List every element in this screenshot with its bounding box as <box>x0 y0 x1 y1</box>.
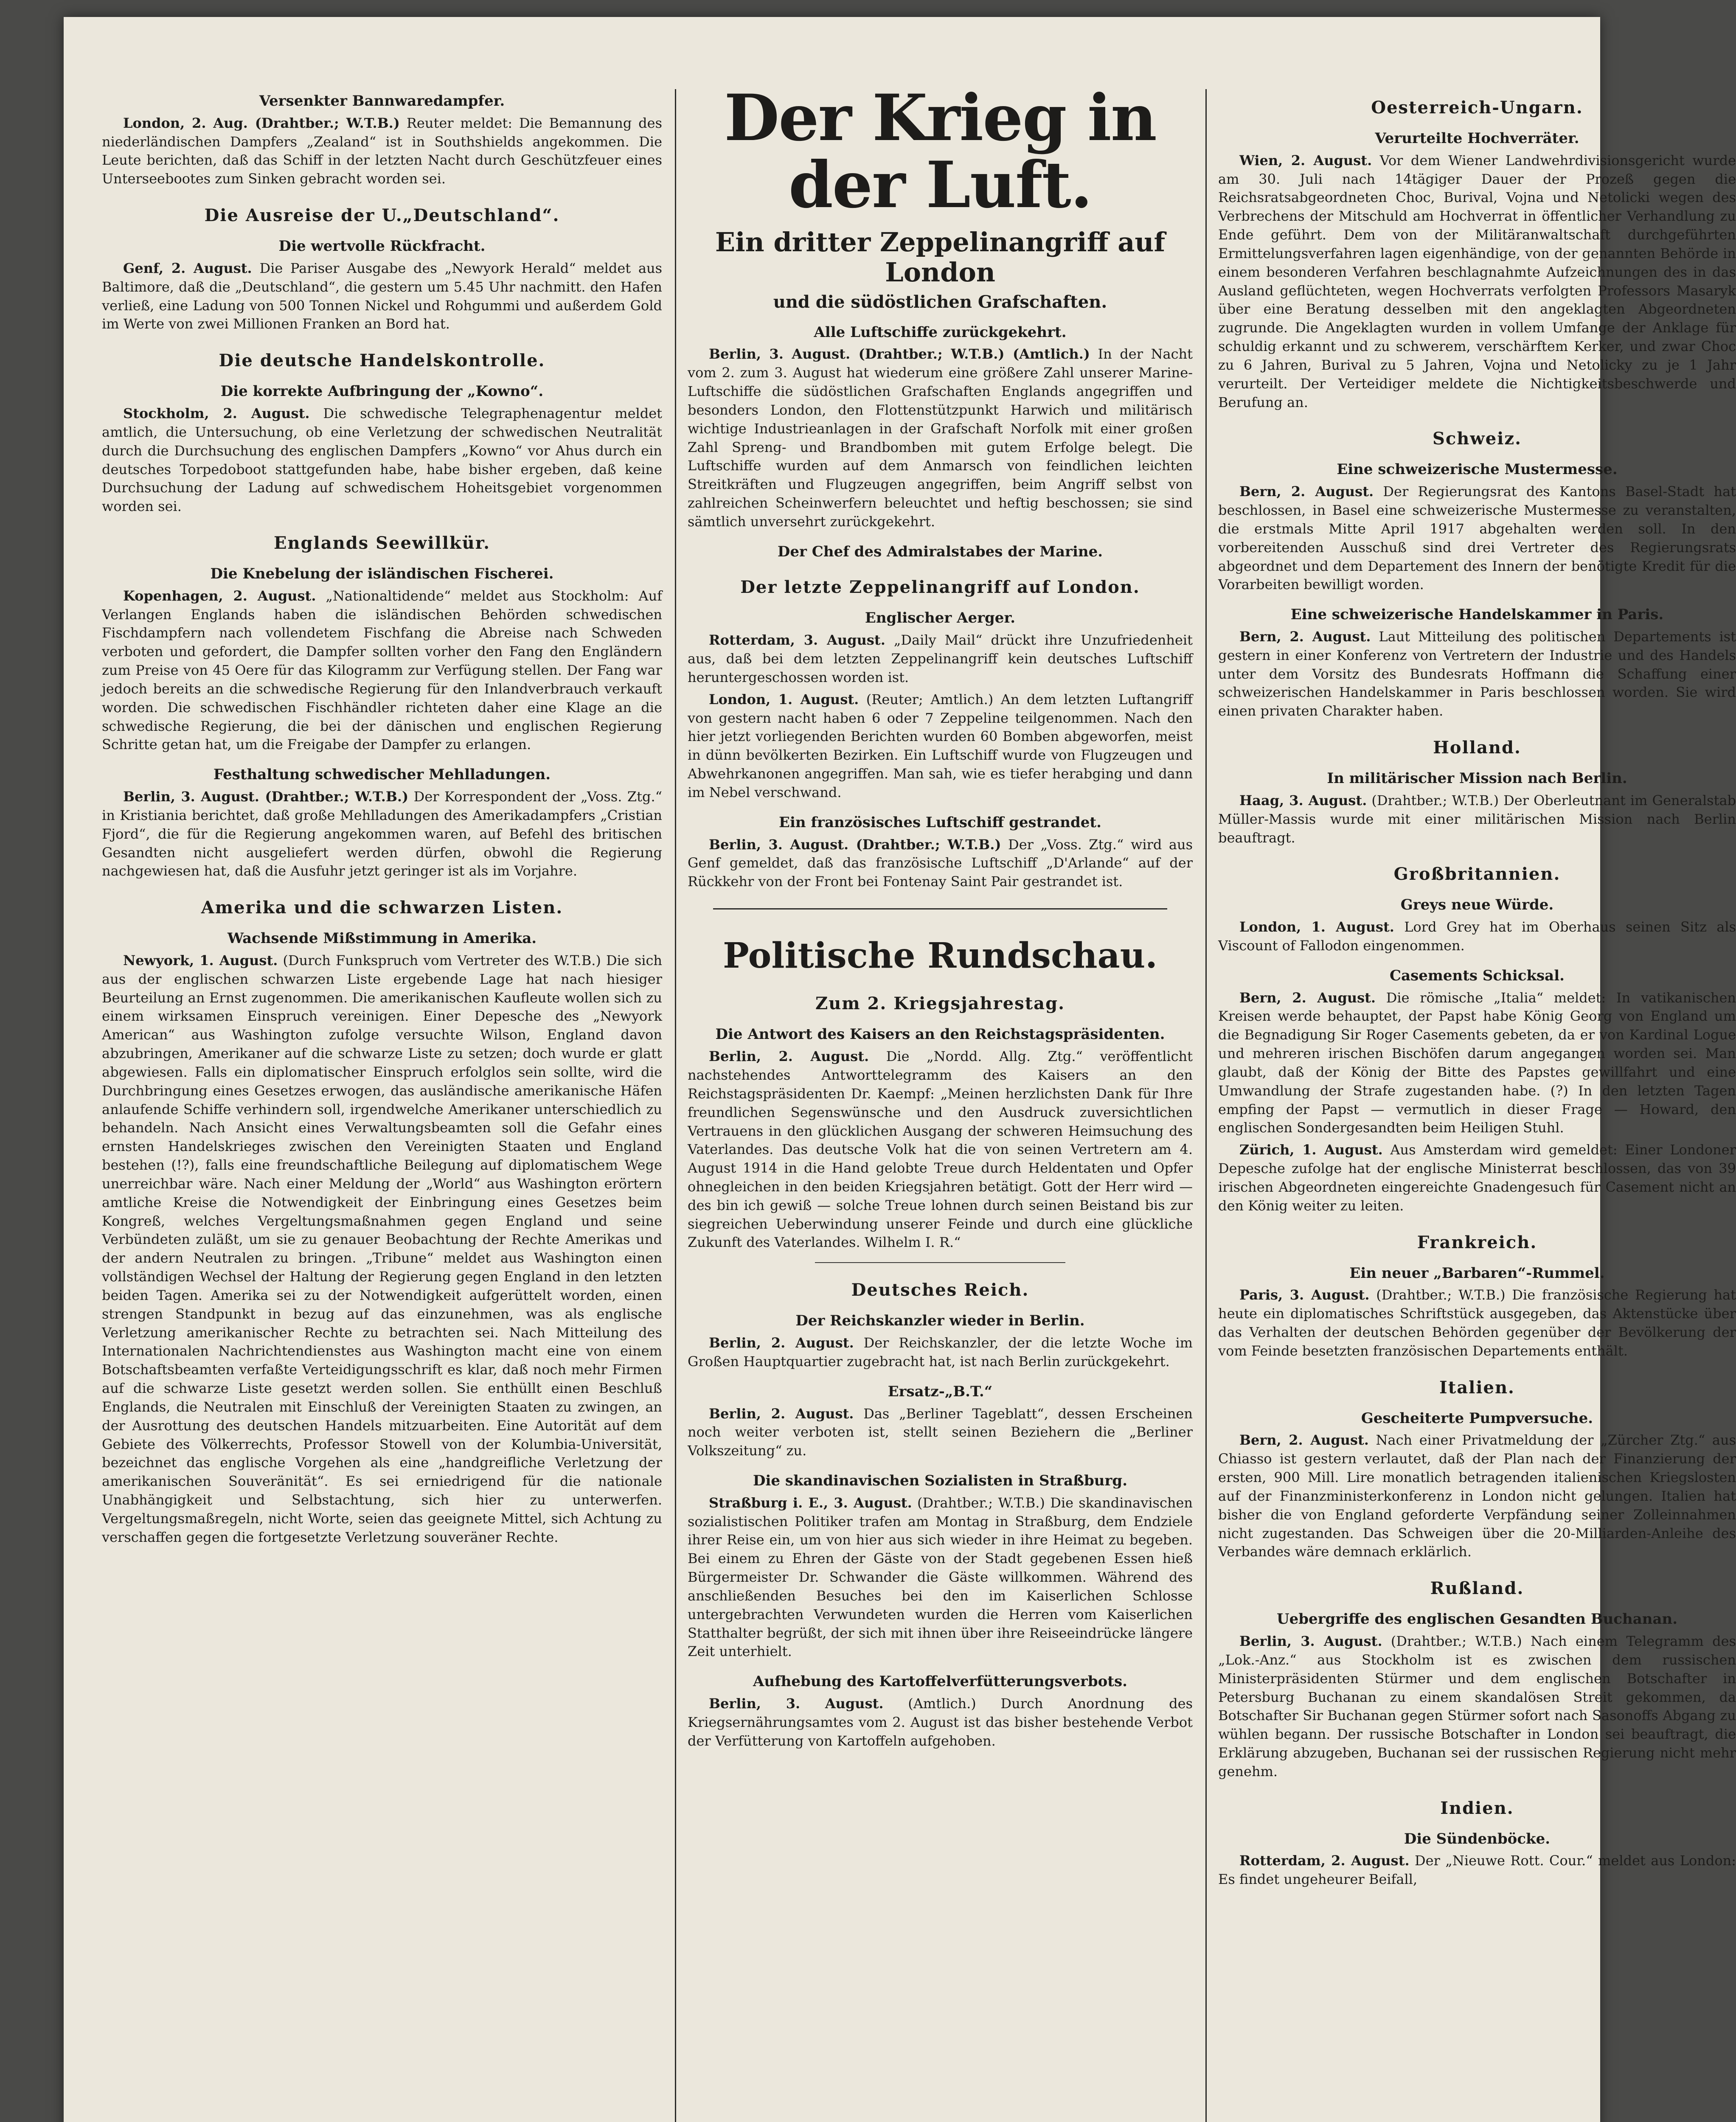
dateline: Straßburg i. E., 3. August. <box>709 1494 912 1511</box>
article-headline: Versenkter Bannwaredampfer. <box>259 93 505 109</box>
article-paragraph <box>688 1334 1193 1371</box>
article-headline: Der Chef des Admiralstabes der Marine. <box>777 543 1103 560</box>
article-text: Der „Nieuwe Rott. Cour.“ meldet aus London: Es findet ungeheurer Beifall, <box>1218 1853 1736 1888</box>
section-heading: Die Ausreise der U.„Deutschland“. <box>204 205 560 226</box>
dateline: Bern, 2. August. <box>1239 483 1374 500</box>
article-text: In der Nacht vom 2. zum 3. August hat wiederum eine größere Zahl unserer Marine-Luftschiffe die südöstlichen Grafschaften Englands angegriffen und besonders London, den Flottenstützpunkt Harwich und militärisch wichtige Industrieanlagen in der Grafschaft Norfolk mit einer großen Zahl Spreng- und Brandbomben mit gutem Erfolge belegt. Die Luftschiffe wurden auf dem Anmarsch von feindlichen leichten Streitkräften und Flugzeugen angegriffen, beim Angriff selbst von zahlreichen Scheinwerfern beleuchtet und heftig beschossen; sie sind sämtlich unversehrt zurückgekehrt. <box>688 346 1193 530</box>
article-headline: Die Sündenböcke. <box>1404 1830 1551 1847</box>
dateline: Zürich, 1. August. <box>1239 1142 1383 1158</box>
article-text: Der Korrespondent der „Voss. Ztg.“ in Kristiania berichtet, daß große Mehlladungen des Amerikadampfers „Cristian Fjord“, die für die Regierung angekommen waren, auf Befehl des britischen Gesandten nicht ausgeliefert werden dürfen, obwohl die Regierung nachgewiesen hat, daß die Ausfuhr jetzt geringer ist als im Vorjahre. <box>102 789 663 879</box>
dateline: Berlin, 2. August. <box>709 1405 854 1422</box>
article-headline: Greys neue Würde. <box>1400 896 1554 914</box>
article-text: Die schwedische Telegraphenagentur meldet amtlich, die Untersuchung, ob eine Verletzung der schwedischen Neutralität durch die Durchsuchung des englischen Dampfers „Kowno“ vor Ahus durch ein deutsches Torpedoboot stattgefunden habe, habe bisher ergeben, daß keine Durchsuchung der Ladung auf schwedischem Hoheitsgebiet vorgenommen worden sei. <box>102 405 663 515</box>
article-headline: Verurteilte Hochverräter. <box>1375 130 1579 147</box>
article-paragraph <box>1218 1431 1736 1561</box>
article-headline: Uebergriffe des englischen Gesandten Buchanan. <box>1276 1611 1678 1628</box>
column-middle <box>688 81 1193 2122</box>
article-text: (Reuter; Amtlich.) An dem letzten Luftangriff von gestern nacht haben 6 oder 7 Zeppeline teilgenommen. Nach den hier jetzt vorliegenden Berichten wurden 60 Bomben abgeworfen, meist in dünn bevölkerten Bezirken. Ein Luftschiff wurde von Flugzeugen und Abwehrkanonen angegriffen. Man sah, wie es tiefer herabging und dann im Nebel verschwand. <box>688 691 1193 800</box>
dateline: London, 1. August. <box>709 691 859 707</box>
article-paragraph <box>1218 792 1736 847</box>
article-text: (Drahtber.; W.T.B.) Die französische Regierung hat heute ein diplomatisches Schriftstück ausgegeben, das Aktenstücke über das Verhalten der deutschen Behörden gegenüber der Bevölkerung der vom Feinde besetzten französischen Departements enthält. <box>1218 1287 1736 1359</box>
lead-headline: Ein dritter Zeppelinangriff auf London <box>715 227 1166 288</box>
dateline: Newyork, 1. August. <box>123 952 278 968</box>
column-rule <box>1205 89 1207 2122</box>
section-heading: Der letzte Zeppelinangriff auf London. <box>740 577 1140 598</box>
lead-subheadline: und die südöstlichen Grafschaften. <box>773 292 1107 312</box>
article-text: Der „Voss. Ztg.“ wird aus Genf gemeldet, daß das französische Luftschiff „D'Arlande“ auf der Rückkehr von der Front bei Fontenay Saint Pair gestrandet ist. <box>688 836 1193 890</box>
article-paragraph <box>688 631 1193 687</box>
dateline: Berlin, 3. August. (Drahtber.; W.T.B.) <box>123 789 409 805</box>
article-paragraph <box>1218 1632 1736 1781</box>
column-right <box>1218 81 1736 2122</box>
dateline: Haag, 3. August. <box>1239 792 1367 808</box>
section-heading: Indien. <box>1440 1798 1514 1818</box>
article-text: „Nationaltidende“ meldet aus Stockholm: Auf Verlangen Englands haben die isländischen Behörden schwedischen Fischdampfern nach vollendetem Fischfang die Abreise nach Schweden verboten und gefordert, die Dampfer sollten vorher den Fang den Engländern zum Preise von 45 Oere für das Kilogramm zur Verfügung stellen. Der Fang war jedoch bereits an die schwedische Regierung für den Inlandverbrauch verkauft worden. Die schwedischen Fischhändler richteten daher eine Klage an die schwedische Regierung, die bei der dänischen und englischen Regierung Schritte getan hat, um die Freigabe der Dampfer zu erlangen. <box>102 587 663 753</box>
article-text: (Drahtber.; W.T.B.) Der Oberleutnant im Generalstab Müller-Massis wurde mit einer militärischen Mission nach Berlin beauftragt. <box>1218 792 1736 846</box>
section-heading: Die deutsche Handelskontrolle. <box>219 351 545 371</box>
dateline: Berlin, 3. August. <box>1239 1633 1382 1650</box>
article-headline: Gescheiterte Pumpversuche. <box>1361 1409 1593 1427</box>
article-headline: Eine schweizerische Handelskammer in Paris. <box>1290 606 1664 623</box>
dateline: Wien, 2. August. <box>1239 152 1372 168</box>
article-paragraph <box>1218 152 1736 412</box>
section-heading: Italien. <box>1439 1377 1515 1398</box>
article-headline: Festhaltung schwedischer Mehlladungen. <box>213 766 551 783</box>
article-text: Der Reichskanzler, der die letzte Woche im Großen Hauptquartier zugebracht hat, ist nach Berlin zurückgekehrt. <box>688 1335 1193 1370</box>
article-text: (Drahtber.; W.T.B.) Nach einem Telegramm des „Lok.-Anz.“ aus Stockholm ist es zwischen dem russischen Ministerpräsidenten Stürmer und dem englischen Botschafter in Petersburg Buchanan zu einem skandalösen Streit gekommen, da Botschafter Sir Buchanan gegen Stürmer sofort nach Sasonoffs Abgang zu wühlen begann. Der russische Botschafter in London sei beauftragt, die Erklärung abzugeben, Buchanan sei der russischen Regierung nicht mehr genehm. <box>1218 1633 1736 1780</box>
article-paragraph <box>1218 483 1736 594</box>
article-paragraph <box>1218 1141 1736 1215</box>
column-left <box>102 81 662 2122</box>
article-headline: Alle Luftschiffe zurückgekehrt. <box>814 323 1067 341</box>
article-text: (Drahtber.; W.T.B.) Die skandinavischen sozialistischen Politiker trafen am Montag in Straßburg, dem Endziele ihrer Reise ein, um von hier aus sich wieder in ihre Heimat zu begeben. Bei einem zu Ehren der Gäste von der Stadt gegebenen Essen hieß Bürgermeister Dr. Schwander die Gäste willkommen. Während des anschließenden Besuches bei den im Kaiserlichen Schlosse untergebrachten Verwundeten wurden die Herren vom Kaiserlichen Statthalter begrüßt, der sich mit ihnen über ihre Reiseeindrücke längere Zeit unterhielt. <box>688 1494 1193 1660</box>
section-heading: Zum 2. Kriegsjahrestag. <box>815 994 1065 1014</box>
article-headline: Die wertvolle Rückfracht. <box>278 238 486 255</box>
article-paragraph <box>102 952 662 1547</box>
article-paragraph <box>102 259 662 334</box>
article-paragraph <box>688 1047 1193 1252</box>
dateline: Kopenhagen, 2. August. <box>123 587 316 604</box>
section-heading: Großbritannien. <box>1393 864 1561 884</box>
section-heading: Schweiz. <box>1432 429 1522 449</box>
section-heading: Rußland. <box>1430 1578 1524 1599</box>
article-headline: Casements Schicksal. <box>1390 967 1565 984</box>
article-paragraph <box>102 114 662 188</box>
dateline: Berlin, 2. August. <box>709 1048 869 1065</box>
article-paragraph <box>688 1695 1193 1750</box>
article-paragraph <box>102 788 662 881</box>
section-heading: Amerika und die schwarzen Listen. <box>201 898 563 918</box>
article-paragraph <box>688 1405 1193 1460</box>
article-headline: Wachsende Mißstimmung in Amerika. <box>227 930 537 947</box>
section-divider <box>815 1262 1065 1263</box>
article-text: Lord Grey hat im Oberhaus seinen Sitz als Viscount of Fallodon eingenommen. <box>1218 919 1736 954</box>
dateline: Berlin, 3. August. (Drahtber.; W.T.B.) <box>709 836 1001 853</box>
article-headline: Ein neuer „Barbaren“-Rummel. <box>1349 1264 1605 1282</box>
section-heading: Oesterreich-Ungarn. <box>1371 98 1583 118</box>
article-headline: Die skandinavischen Sozialisten in Straßburg. <box>753 1472 1128 1490</box>
article-text: Aus Amsterdam wird gemeldet: Einer Londoner Depesche zufolge hat der englische Ministerrat beschlossen, das von 39 irischen Abgeordneten eingereichte Gnadengesuch für Casement nicht an den König weiter zu leiten. <box>1218 1142 1736 1214</box>
article-paragraph <box>688 1494 1193 1661</box>
newspaper-page <box>64 17 1736 2122</box>
dateline: Paris, 3. August. <box>1239 1287 1370 1303</box>
dateline: Berlin, 2. August. <box>709 1335 854 1351</box>
dateline: Bern, 2. August. <box>1239 989 1376 1006</box>
article-paragraph <box>688 345 1193 531</box>
masthead-title: Der Krieg in der Luft. <box>724 81 1156 222</box>
section-title: Politische Rundschau. <box>723 935 1157 976</box>
article-text: Laut Mitteilung des politischen Departements ist gestern in einer Konferenz von Vertretern der Industrie und des Handels unter dem Vorsitz des Bundesrats Hoffmann die Schaffung einer schweizerischen Handelskammer in Paris beschlossen worden. Sie wird einen privaten Charakter haben. <box>1218 628 1736 719</box>
article-headline: Englischer Aerger. <box>865 609 1016 627</box>
article-paragraph <box>1218 918 1736 955</box>
article-headline: Der Reichskanzler wieder in Berlin. <box>795 1312 1085 1330</box>
article-paragraph <box>688 836 1193 891</box>
article-text: (Durch Funkspruch vom Vertreter des W.T.B.) Die sich aus der englischen schwarzen Liste ergebende Lage hat nach hiesiger Beurteilung an Ernst zugenommen. Die amerikanischen Kaufleute wollen sich zu einem wirksamen Einspruch vereinigen. Einer Depesche des „Newyork American“ aus Washington zufolge versuchte Wilson, England davon abzubringen, Amerikaner auf die schwarze Liste zu setzen; doch wurde er glatt abgewiesen. Falls ein diplomatischer Einspruch erfolglos sein sollte, wird die Durchbringung eines Gesetzes erwogen, das ausländische amerikanische Häfen anlaufende Schiffe verhindern soll, irgendwelche Amerikaner unterschiedlich zu behandeln. Nach Ansicht eines Verwaltungsbeamten soll die Gefahr eines ernsten Handelskrieges zwischen den Vereinigten Staaten und England bestehen (!?), falls eine freundschaftliche Beilegung auf diplomatischem Wege unerreichbar wäre. Nach einer Meldung der „World“ aus Washington erörtern amtliche Kreise die Notwendigkeit der Einbringung eines Gesetzes beim Kongreß, welches Vergeltungsmaßnahmen gegen England und seine Verbündeten zuläßt, um sie zu genauer Beobachtung der Rechte Amerikas und der andern Neutralen zu bringen. „Tribune“ meldet aus Washington einen vollständigen Wechsel der Haltung der Regierung gegen England in den letzten beiden Tagen. Amerika sei zu der Notwendigkeit aufgerüttelt worden, einen strengen Standpunkt in bezug auf das einzunehmen, was als englische Verletzung amerikanischer Rechte zu betrachten sei. Nach Mitteilung des Internationalen Nachrichtendienstes aus Washington macht eine von einem Botschaftsbeamten verfaßte Verteidigungsschrift es klar, daß noch mehr Firmen auf die schwarze Liste gesetzt werden sollen. Sie enthüllt einen Beschluß Englands, die Neutralen mit Einschluß der Vereinigten Staaten zu zwingen, an der Ausrottung des deutschen Handels mitzuarbeiten. Eine Autorität auf dem Gebiete des Völkerrechts, Professor Stowell von der Kolumbia-Universität, bezeichnet das englische Vorgehen als eine „handgreifliche Verletzung der amerikanischen Souveränität“. Es sei erniedrigend für die nationale Unabhängigkeit und Selbstachtung, sich hier zu unterwerfen. Vergeltungsmaßregeln, nicht Worte, seien das geeignete Mittel, sich Achtung zu verschaffen gegen die fortgesetzte Verletzung souveräner Rechte. <box>102 952 663 1545</box>
article-paragraph <box>102 587 662 754</box>
article-headline: In militärischer Mission nach Berlin. <box>1327 770 1627 787</box>
article-headline: Die korrekte Aufbringung der „Kowno“. <box>220 383 544 400</box>
article-paragraph <box>1218 1852 1736 1889</box>
article-headline: Die Knebelung der isländischen Fischerei. <box>210 565 554 582</box>
article-text: Der Regierungsrat des Kantons Basel-Stadt hat beschlossen, in Basel eine schweizerische Mustermesse zu veranstalten, die erstmals Mitte April 1917 abgehalten werden soll. In den vorbereitenden Ausschuß sind drei Vertreter des Regierungsrats abgeordnet und dem Departement des Innern der benötigte Kredit für die Vorarbeiten bewilligt worden. <box>1218 483 1736 593</box>
dateline: London, 2. Aug. (Drahtber.; W.T.B.) <box>123 115 400 131</box>
article-text: Nach einer Privatmeldung der „Zürcher Ztg.“ aus Chiasso ist gestern verlautet, daß der Plan nach der Finanzierung der ersten, 900 Mill. Lire monatlich betragenden italienischen Kriegslosten auf der Finanzministerkonferenz in London nicht gelungen. Italien hat bisher die von England geforderte Verpfändung seiner Zolleinnahmen nicht zugestanden. Das Schweigen über die 20-Milliarden-Anleihe des Verbandes wäre demnach erklärlich. <box>1218 1432 1736 1560</box>
section-heading: Deutsches Reich. <box>851 1280 1029 1300</box>
dateline: Rotterdam, 2. August. <box>1239 1853 1410 1869</box>
article-paragraph <box>1218 628 1736 721</box>
article-headline: Die Antwort des Kaisers an den Reichstagspräsidenten. <box>715 1026 1165 1043</box>
article-text: Das „Berliner Tageblatt“, dessen Erscheinen noch weiter verboten ist, stellt seinen Beziehern die „Berliner Volkszeitung“ zu. <box>688 1405 1193 1459</box>
dateline: Genf, 2. August. <box>123 260 252 276</box>
article-text: Die Pariser Ausgabe des „Newyork Herald“ meldet aus Baltimore, daß die „Deutschland“, die gestern um 5.45 Uhr nachmitt. den Hafen verließ, eine Ladung von 500 Tonnen Nickel und Rohgummi und außerdem Gold im Werte von zwei Millionen Franken an Bord hat. <box>102 260 663 332</box>
article-paragraph <box>1218 1286 1736 1360</box>
article-paragraph <box>688 690 1193 802</box>
article-headline: Ein französisches Luftschiff gestrandet. <box>779 814 1101 831</box>
article-text: Vor dem Wiener Landwehrdivisionsgericht wurde am 30. Juli nach 14tägiger Dauer der Prozeß gegen die Reichsratsabgeordneten Choc, Burival, Vojna und Netolicki wegen des Verbrechens der Mitschuld am Hochverrat in öffentlicher Verhandlung zu Ende geführt. Dem von der Militäranwaltschaft durchgeführten Ermittelungsverfahren lagen eigenhändige, von der genannten Behörde in einem besonderen Verfahren beschlagnahmte Aufzeichnungen des in das Ausland geflüchteten, wegen Hochverrats verfolgten Professors Masaryk über eine Beratung desselben mit den angeklagten Abgeordneten zugrunde. Die Angeklagten wurden in vollem Umfange der Anklage für schuldig erkannt und zu schwerem, verschärftem Kerker, und zwar Choc zu 6 Jahren, Burival zu 5 Jahren, Vojna und Netolicky zu je 1 Jahr verurteilt. Der Verteidiger meldete die Nichtigkeitsbeschwerde und Berufung an. <box>1218 152 1736 410</box>
dateline: Rotterdam, 3. August. <box>709 632 885 648</box>
dateline: Bern, 2. August. <box>1239 628 1371 645</box>
article-paragraph <box>1218 989 1736 1138</box>
article-text: Die römische „Italia“ meldet: In vatikanischen Kreisen werde behauptet, der Papst habe König Georg von England um die Begnadigung Sir Roger Casements gebeten, da er von Kardinal Logue und mehreren irischen Bischöfen darum angegangen worden sei. Man glaubt, daß der König der Bitte des Papstes gewillfahrt und eine Umwandlung der Strafe zugestanden habe. (?) In den letzten Tagen empfing der Papst — vermutlich in dieser Frage — Howard, den englischen Sondergesandten beim Heiligen Stuhl. <box>1218 989 1736 1136</box>
section-heading: Holland. <box>1433 738 1521 758</box>
section-divider <box>713 908 1167 909</box>
article-text: „Daily Mail“ drückt ihre Unzufriedenheit aus, daß bei dem letzten Zeppelinangriff kein deutsches Luftschiff heruntergeschossen worden ist. <box>688 632 1193 685</box>
article-text: Die „Nordd. Allg. Ztg.“ veröffentlicht nachstehendes Antworttelegramm des Kaisers an den Reichstagspräsidenten Dr. Kaempf: „Meinen herzlichsten Dank für Ihre freundlichen Segenswünsche und den Ausdruck zuversichtlichen Vertrauens in den glücklichen Ausgang der schweren Heimsuchung des Vaterlandes. Das deutsche Volk hat die von seinen Vertretern am 4. August 1914 in die Hand gelobte Treue durch Heldentaten und Opfer ohnegleichen in den beiden Kriegsjahren betätigt. Gott der Herr wird — des bin ich gewiß — solche Treue lohnen durch seinen Beistand bis zur siegreichen Ueberwindung unserer Feinde und durch eine glückliche Zukunft des Vaterlandes. Wilhelm I. R.“ <box>688 1048 1193 1251</box>
article-paragraph <box>102 404 662 516</box>
article-text: Reuter meldet: Die Bemannung des niederländischen Dampfers „Zealand“ ist in Southshields angekommen. Die Leute berichten, daß das Schiff in der letzten Nacht durch Geschützfeuer eines Unterseebootes zum Sinken gebracht worden sei. <box>102 115 663 187</box>
dateline: London, 1. August. <box>1239 919 1394 935</box>
dateline: Bern, 2. August. <box>1239 1432 1369 1448</box>
article-headline: Ersatz-„B.T.“ <box>888 1383 993 1400</box>
column-rule <box>675 89 676 2122</box>
dateline: Berlin, 3. August. (Drahtber.; W.T.B.) (Amtlich.) <box>709 346 1090 362</box>
article-headline: Aufhebung des Kartoffelverfütterungsverbots. <box>753 1673 1127 1690</box>
section-heading: Frankreich. <box>1417 1232 1537 1252</box>
article-text: (Amtlich.) Durch Anordnung des Kriegsernährungsamtes vom 2. August ist das bisher bestehende Verbot der Verfütterung von Kartoffeln aufgehoben. <box>688 1695 1193 1749</box>
dateline: Berlin, 3. August. <box>709 1695 884 1712</box>
section-heading: Englands Seewillkür. <box>273 533 491 553</box>
dateline: Stockholm, 2. August. <box>123 405 310 422</box>
article-headline: Eine schweizerische Mustermesse. <box>1337 461 1618 478</box>
